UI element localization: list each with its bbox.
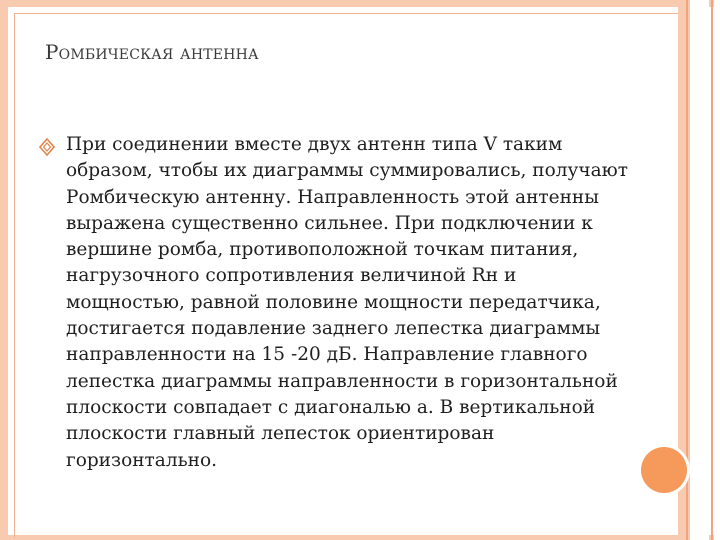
slide-title: Ромбическая антенна: [45, 40, 259, 64]
diamond-bullet-icon: [39, 138, 55, 156]
right-rail-gap: [690, 0, 709, 540]
right-rail-line: [686, 0, 688, 540]
right-rail-outer-line: [711, 0, 713, 540]
bullet-paragraph: При соединении вместе двух антенн типа V таким образом, чтобы их диаграммы суммировались, получают Ромбическую антенну. Направленность этой антенны выражена существенно сильнее. При подключении к вершине ромба, противоположной точкам питания, нагрузочного сопротивления величиной Rн и мощностью, равной половине мощности передатчика, достигается подавление заднего лепестка диаграммы направленности на 15 -20 дБ. Направление главного лепестка диаграммы направленности в горизонтальной плоскости совпадает с диагональю а. В вертикальной плоскости главный лепесток ориентирован горизонтально.: [66, 134, 628, 471]
accent-circle: [641, 447, 687, 493]
